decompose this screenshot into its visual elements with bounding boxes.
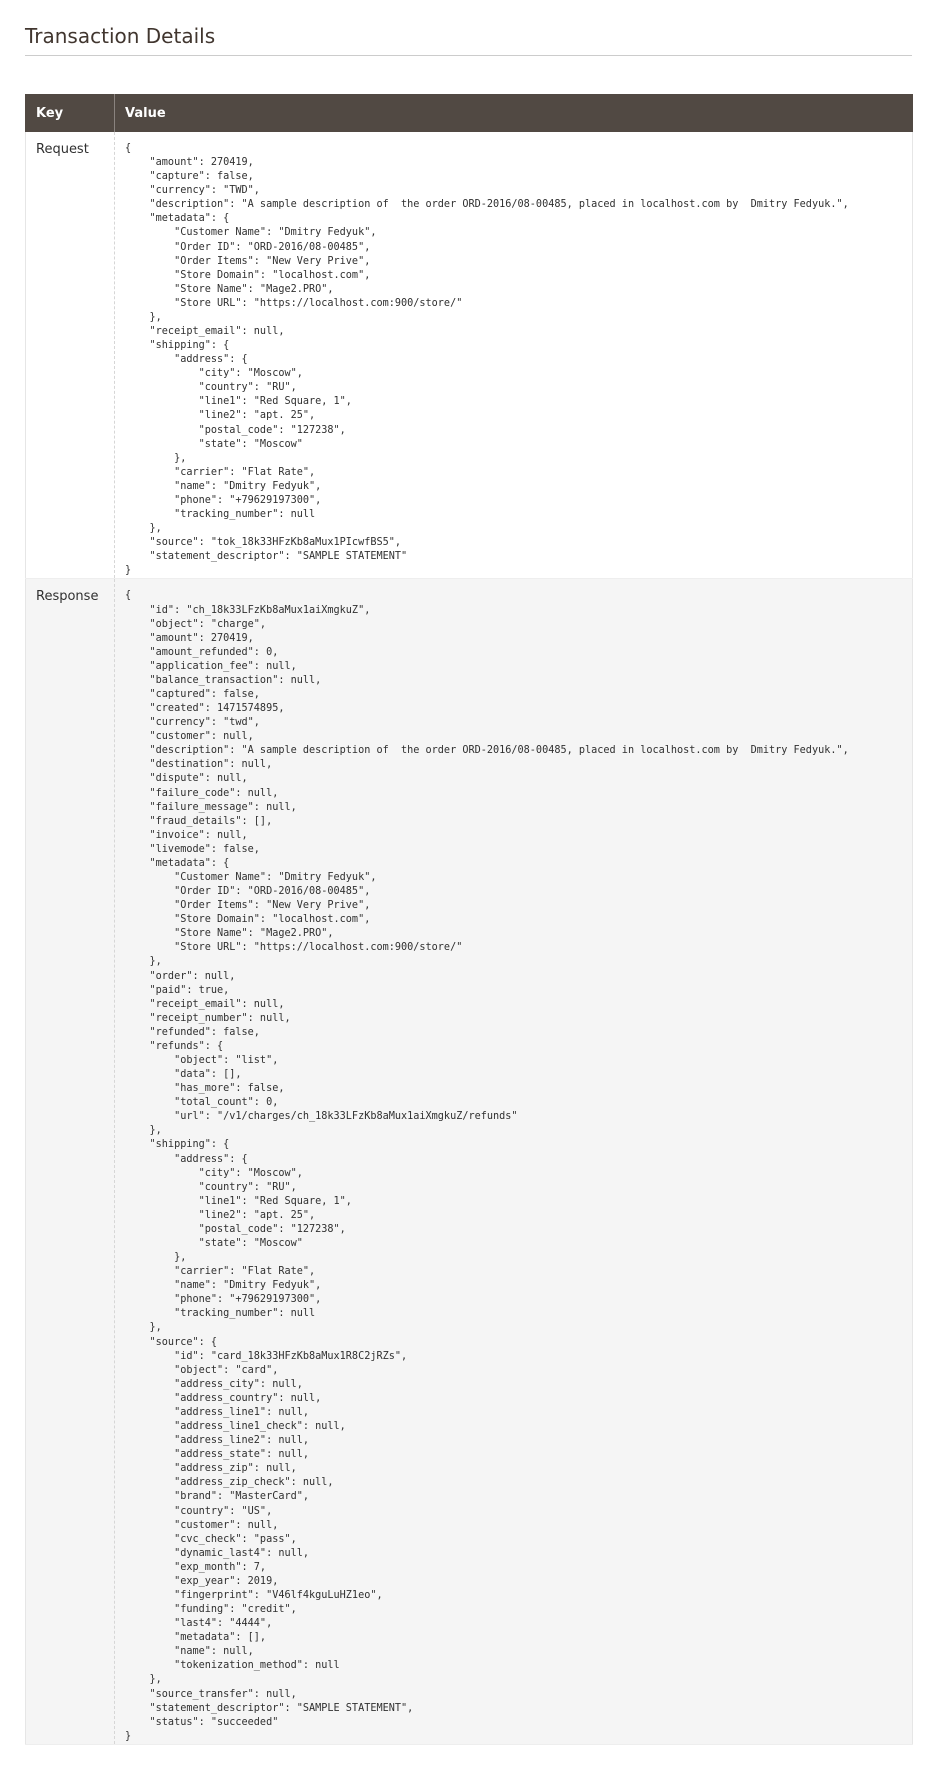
title-divider <box>25 55 912 56</box>
request-json: { "amount": 270419, "capture": false, "currency": "TWD", "description": "A sample description of the order ORD-2016/08-00485, placed in localhost.com by Dmitry Fedyuk.", "metadata": { "Customer Name": "Dmitry Fedyuk", "Order ID": "ORD-2016/08-00485", "Order Items": "New Very Prive", "Store Domain": "localhost.com", "Store Name": "Mage2.PRO", "Store URL": "https://localhost.com:900/store/" }, "receipt_email": null, "shipping": { "address": { "city": "Moscow", "country": "RU", "line1": "Red Square, 1", "line2": "apt. 25", "postal_code": "127238", "state": "Moscow" }, "carrier": "Flat Rate", "name": "Dmitry Fedyuk", "phone": "+79629197300", "tracking_number": null }, "source": "tok_18k33HFzKb8aMux1PIcwfBS5", "statement_descriptor": "SAMPLE STATEMENT" } <box>125 143 849 577</box>
table-header <box>26 94 913 132</box>
table-row-response <box>26 579 913 1744</box>
transaction-details-table <box>25 94 913 1745</box>
row-key-request: Request <box>26 132 115 579</box>
row-value-response <box>115 579 913 1744</box>
column-header-value: Value <box>115 94 913 132</box>
table-row-request <box>26 132 913 579</box>
row-value-request <box>115 132 913 579</box>
row-key-response: Response <box>26 579 115 1744</box>
column-header-key: Key <box>26 94 115 132</box>
page-title: Transaction Details <box>25 24 216 48</box>
response-json: { "id": "ch_18k33LFzKb8aMux1aiXmgkuZ", "object": "charge", "amount": 270419, "amount_refunded": 0, "application_fee": null, "balance_transaction": null, "captured": false, "created": 1471574895, "currency": "twd", "customer": null, "description": "A sample description of the order ORD-2016/08-00485, placed in localhost.com by Dmitry Fedyuk.", "destination": null, "dispute": null, "failure_code": null, "failure_message": null, "fraud_details": [], "invoice": null, "livemode": false, "metadata": { "Customer Name": "Dmitry Fedyuk", "Order ID": "ORD-2016/08-00485", "Order Items": "New Very Prive", "Store Domain": "localhost.com", "Store Name": "Mage2.PRO", "Store URL": "https://localhost.com:900/store/" }, "order": null, "paid": true, "receipt_email": null, "receipt_number": null, "refunded": false, "refunds": { "object": "list", "data": [], "has_more": false, "total_count": 0, "url": "/v1/charges/ch_18k33LFzKb8aMux1aiXmgkuZ/refunds" }, "shipping": { "address": { "city": "Moscow", "country": "RU", "line1": "Red Square, 1", "line2": "apt. 25", "postal_code": "127238", "state": "Moscow" }, "carrier": "Flat Rate", "name": "Dmitry Fedyuk", "phone": "+79629197300", "tracking_number": null }, "source": { "id": "card_18k33HFzKb8aMux1R8C2jRZs", "object": "card", "address_city": null, "address_country": null, "address_line1": null, "address_line1_check": null, "address_line2": null, "address_state": null, "address_zip": null, "address_zip_check": null, "brand": "MasterCard", "country": "US", "customer": null, "cvc_check": "pass", "dynamic_last4": null, "exp_month": 7, "exp_year": 2019, "fingerprint": "V46lf4kguLuHZ1eo", "funding": "credit", "last4": "4444", "metadata": [], "name": null, "tokenization_method": null }, "source_transfer": null, "statement_descriptor": "SAMPLE STATEMENT", "status": "succeeded" } <box>125 590 849 1742</box>
